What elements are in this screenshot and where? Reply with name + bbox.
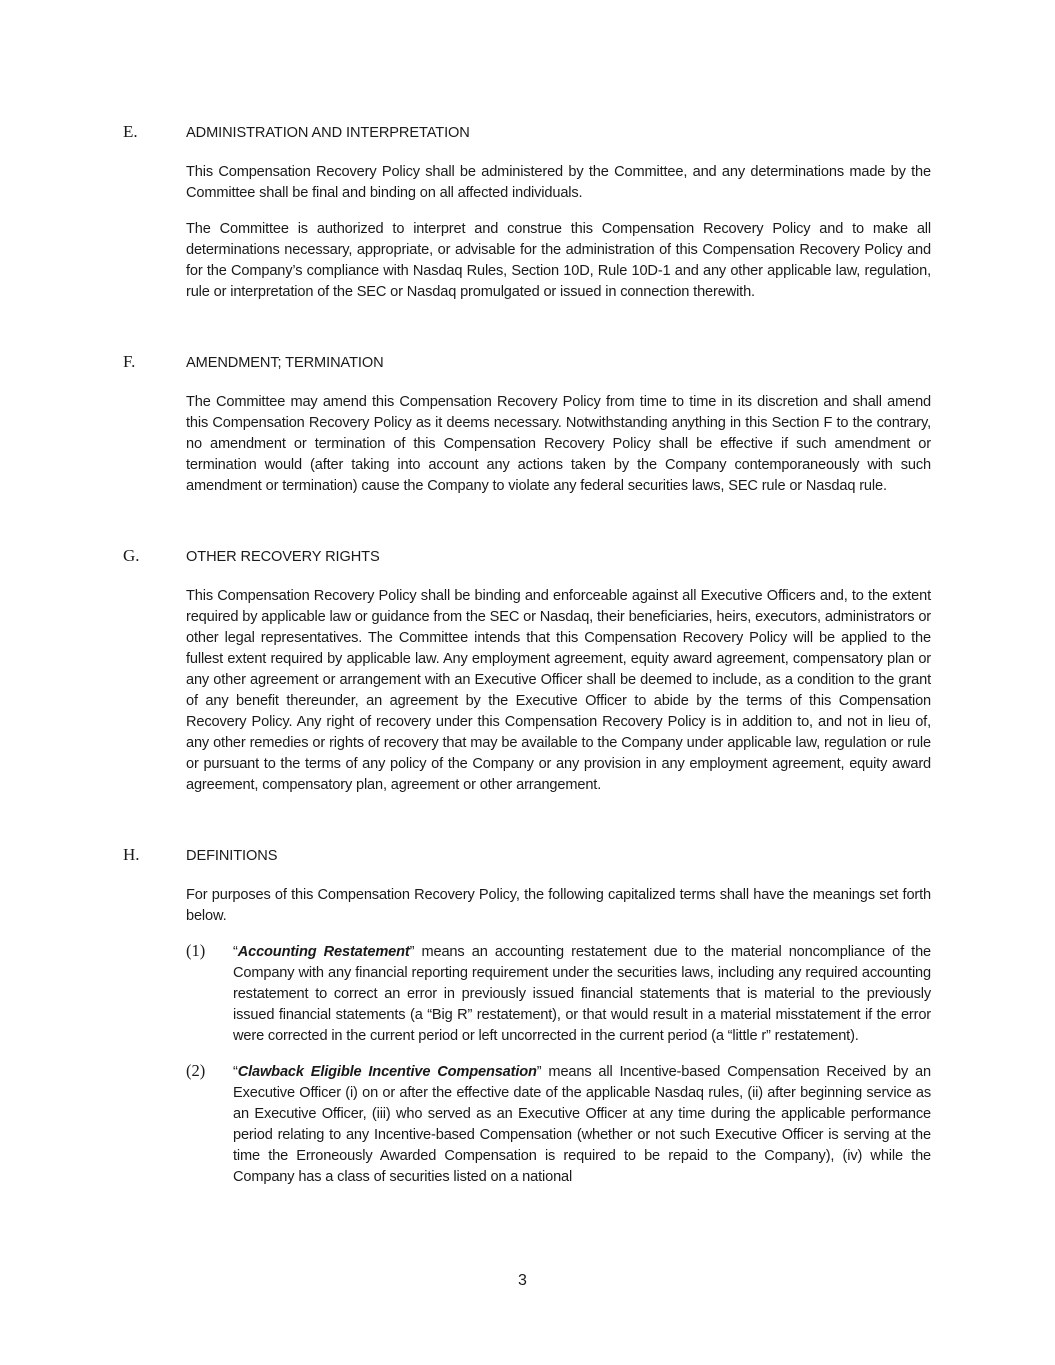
defined-term: Accounting Restatement: [237, 944, 410, 960]
paragraph: For purposes of this Compensation Recovery Policy, the following capitalized terms shall have the meanings set forth below.: [186, 887, 931, 924]
section-heading: [123, 122, 931, 146]
page-number: 3: [518, 1272, 527, 1289]
paragraph: The Committee is authorized to interpret and construe this Compensation Recovery Policy and to make all determinations necessary, appropriate, or advisable for the administration of this Compensation Recovery Policy and for the Company’s compliance with Nasdaq Rules, Section 10D, Rule 10D-1 and any other applicable law, regulation, rule or interpretation of the SEC or Nasdaq promulgated or issued in connection therewith.: [186, 221, 931, 300]
definition-text: [233, 942, 931, 1047]
section-title: OTHER RECOVERY RIGHTS: [186, 549, 380, 565]
paragraph: This Compensation Recovery Policy shall be binding and enforceable against all Executive Officers and, to the extent required by applicable law or guidance from the SEC or Nasdaq, their beneficiaries, heirs, executors, administrators or other legal representatives. The Committee intends that this Compensation Recovery Policy will be applied to the fullest extent required by applicable law. Any employment agreement, equity award agreement, compensatory plan or any other agreement or arrangement with an Executive Officer shall be deemed to include, as a condition to the grant of any benefit thereunder, an agreement by the Executive Officer to abide by the terms of this Compensation Recovery Policy. Any right of recovery under this Compensation Recovery Policy is in addition to, and not in lieu of, any other remedies or rights of recovery that may be available to the Company under applicable law, regulation or rule or pursuant to the terms of any policy of the Company or any provision in any employment agreement, equity award agreement, compensatory plan, agreement or other arrangement.: [186, 588, 931, 793]
section-heading: [123, 352, 931, 376]
section-title: DEFINITIONS: [186, 848, 278, 864]
section-title: AMENDMENT; TERMINATION: [186, 355, 384, 371]
definition-item: [186, 1062, 931, 1188]
defined-term: Clawback Eligible Incentive Compensation: [237, 1064, 537, 1080]
definition-body: ” means all Incentive-based Compensation Received by an Executive Officer (i) on or after the effective date of the applicable Nasdaq rules, (ii) after beginning service as an Executive Officer, (iii) who served as an Executive Officer at any time during the applicable performance period relating to any Incentive-based Compensation (whether or not such Executive Officer is serving at the time the Erroneously Awarded Compensation is required to be repaid to the Company), (iv) while the Company has a class of securities listed on a national: [233, 1064, 931, 1185]
section-e: [123, 122, 931, 318]
section-letter: E.: [123, 122, 138, 141]
definition-number: (2): [186, 1061, 206, 1080]
section-letter: H.: [123, 845, 140, 864]
definition-item: [186, 942, 931, 1047]
definition-number: (1): [186, 941, 206, 960]
section-letter: F.: [123, 352, 136, 371]
section-heading: [123, 845, 931, 869]
definition-body: ” means an accounting restatement due to the material noncompliance of the Company with any financial reporting requirement under the securities laws, including any required accounting restatement to correct an error in previously issued financial statements that is material to the previously issued financial statements (a “Big R” restatement), or that would result in a material misstatement if the error were corrected in the current period or left uncorrected in the current period (a “little r” restatement).: [233, 944, 931, 1044]
section-h: [123, 845, 931, 1203]
section-title: ADMINISTRATION AND INTERPRETATION: [186, 125, 470, 141]
definition-text: [233, 1062, 931, 1188]
section-heading: [123, 546, 931, 570]
section-f: [123, 352, 931, 512]
open-quote: “: [233, 1064, 238, 1080]
section-g: [123, 546, 931, 811]
paragraph: This Compensation Recovery Policy shall be administered by the Committee, and any determinations made by the Committee shall be final and binding on all affected individuals.: [186, 164, 931, 201]
section-letter: G.: [123, 546, 140, 565]
paragraph: The Committee may amend this Compensation Recovery Policy from time to time in its discretion and shall amend this Compensation Recovery Policy as it deems necessary. Notwithstanding anything in this Section F to the contrary, no amendment or termination of this Compensation Recovery Policy shall be effective if such amendment or termination would (after taking into account any actions taken by the Company contemporaneously with such amendment or termination) cause the Company to violate any federal securities laws, SEC rule or Nasdaq rule.: [186, 394, 931, 494]
open-quote: “: [233, 944, 238, 960]
